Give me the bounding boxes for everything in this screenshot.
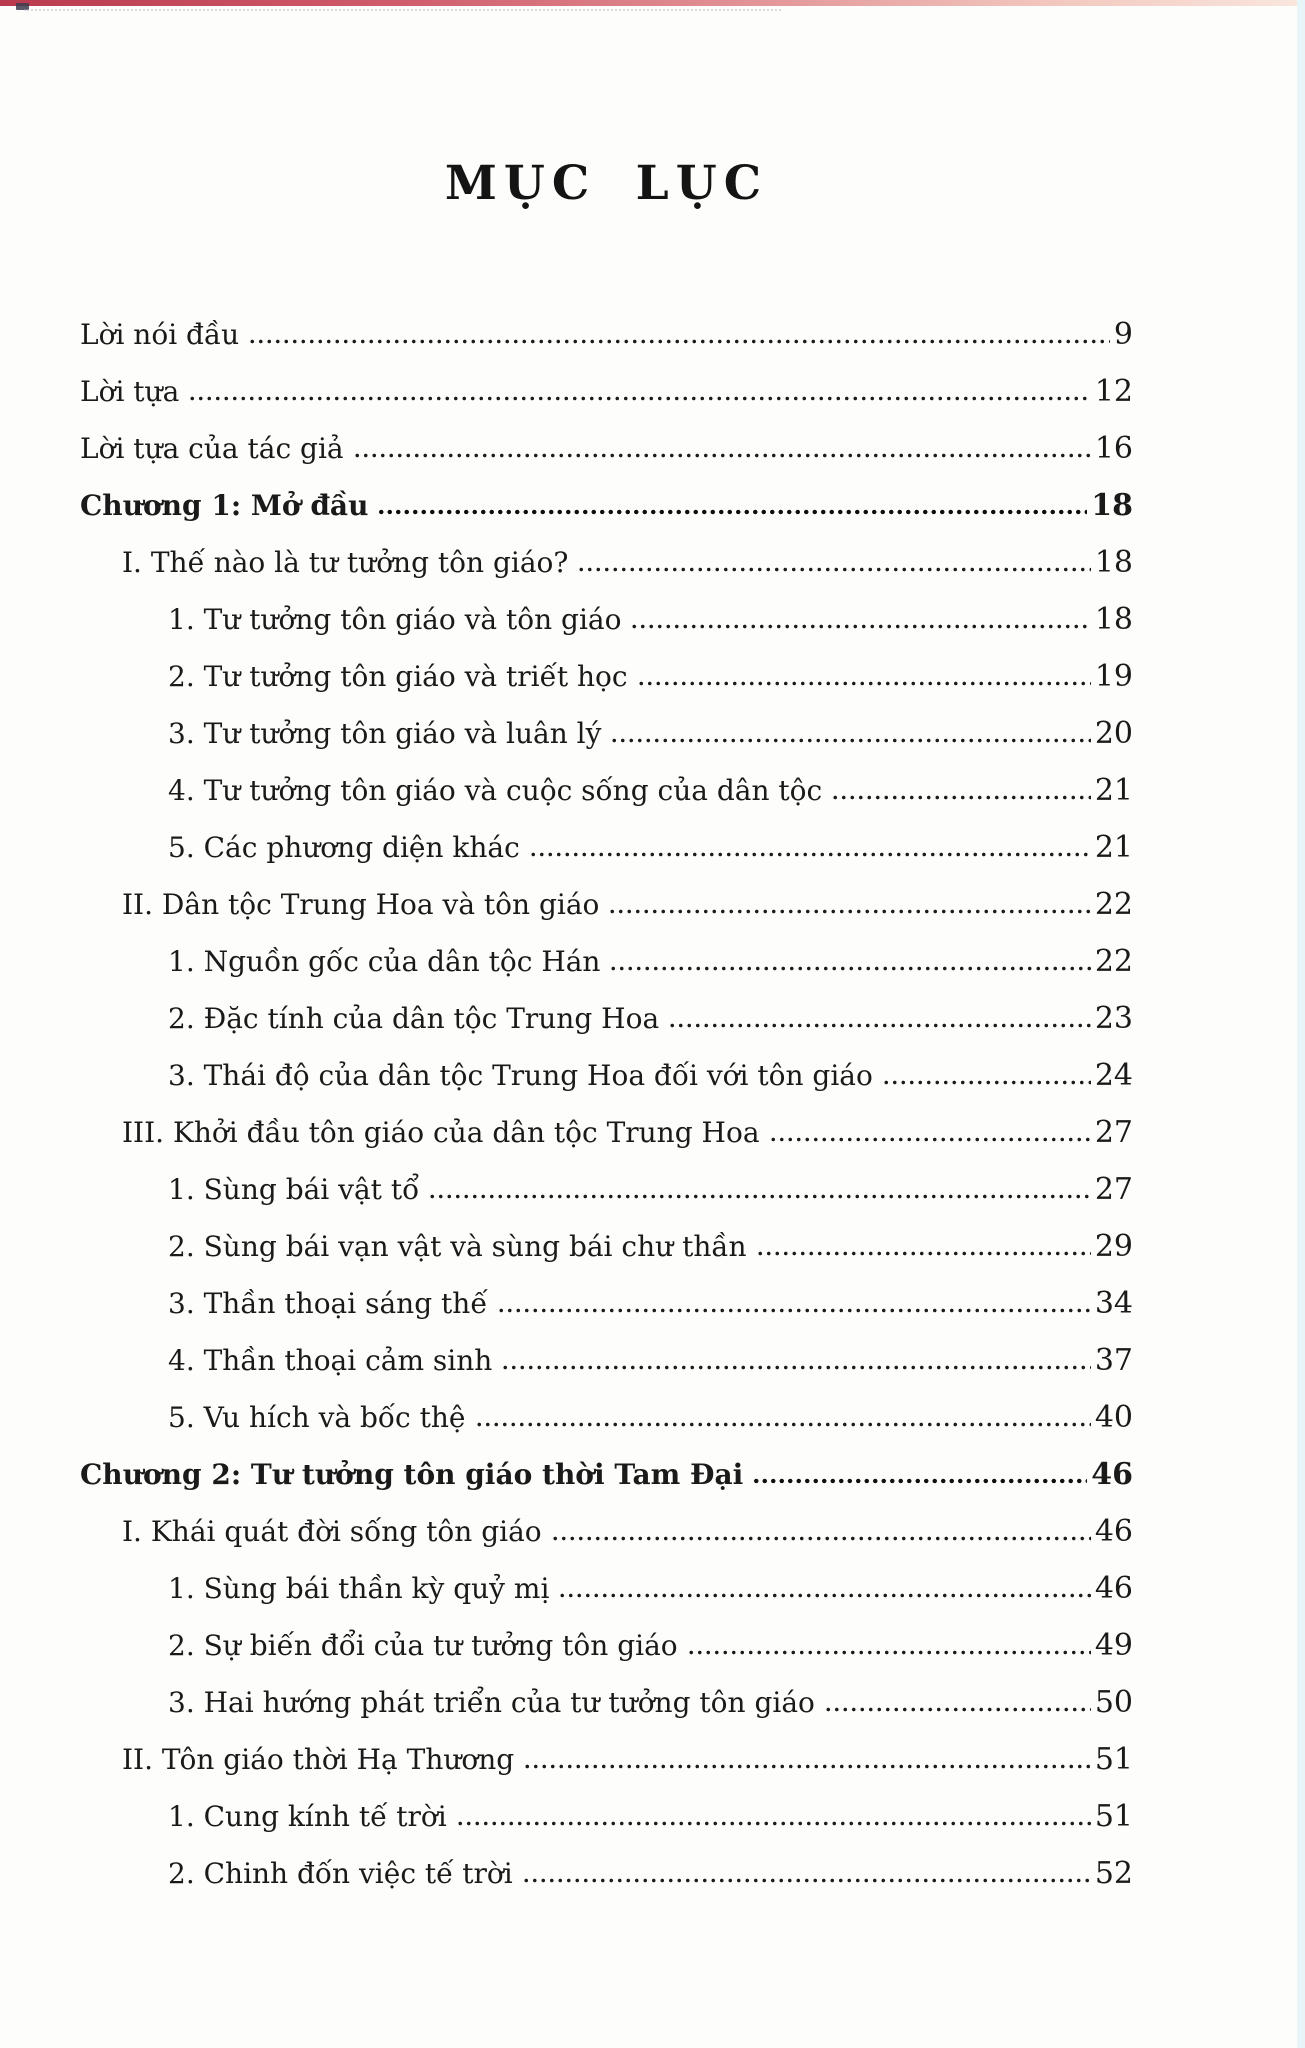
- toc-entry: [80, 1059, 1133, 1092]
- toc-page-number: 40: [1094, 1400, 1133, 1435]
- toc-entry-label: I. Khái quát đời sống tôn giáo: [122, 1515, 542, 1548]
- toc-dot-leader: [610, 738, 1090, 743]
- toc-dot-leader: [630, 624, 1090, 629]
- toc-entry: [80, 1116, 1133, 1149]
- toc-page-number: 18: [1094, 602, 1133, 637]
- toc-dot-leader: [529, 852, 1091, 857]
- toc-entry-label: 3. Thần thoại sáng thế: [168, 1287, 488, 1320]
- toc-entry: [80, 546, 1133, 579]
- toc-dot-leader: [668, 1023, 1091, 1028]
- toc-page-number: 24: [1094, 1058, 1133, 1093]
- toc-page-number: 9: [1113, 317, 1133, 352]
- toc-dot-leader: [248, 339, 1110, 344]
- toc-entry: [80, 717, 1133, 750]
- toc-page-number: 34: [1094, 1286, 1133, 1321]
- toc-entry-label: 1. Cung kính tế trời: [168, 1800, 447, 1833]
- toc-entry: [80, 1287, 1133, 1320]
- toc-page-number: 46: [1094, 1571, 1133, 1606]
- toc-page-number: 21: [1094, 773, 1133, 808]
- toc-dot-leader: [501, 1365, 1090, 1370]
- toc-dot-leader: [522, 1878, 1091, 1883]
- toc-entry: [80, 1401, 1133, 1434]
- toc-list: [80, 318, 1133, 1914]
- toc-page-number: 12: [1094, 374, 1133, 409]
- toc-entry: [80, 1857, 1133, 1890]
- toc-entry: [80, 1743, 1133, 1776]
- toc-dot-leader: [523, 1764, 1091, 1769]
- toc-dot-leader: [497, 1308, 1091, 1313]
- page-title: MỤC LỤC: [444, 156, 769, 211]
- toc-page-number: 16: [1094, 431, 1133, 466]
- toc-entry-label: 5. Vu hích và bốc thệ: [168, 1401, 466, 1434]
- toc-entry-label: 2. Sùng bái vạn vật và sùng bái chư thần: [168, 1230, 747, 1263]
- toc-dot-leader: [558, 1593, 1090, 1598]
- toc-entry: [80, 318, 1133, 351]
- toc-entry: [80, 1629, 1133, 1662]
- toc-page-number: 22: [1094, 887, 1133, 922]
- toc-entry-label: 4. Tư tưởng tôn giáo và cuộc sống của dân tộc: [168, 774, 823, 807]
- toc-entry-label: 5. Các phương diện khác: [168, 831, 520, 864]
- toc-entry: [80, 831, 1133, 864]
- toc-dot-leader: [824, 1707, 1091, 1712]
- scan-right-edge: [1297, 0, 1305, 2048]
- toc-dot-leader: [475, 1422, 1091, 1427]
- toc-entry: [80, 1002, 1133, 1035]
- toc-page-number: 29: [1094, 1229, 1133, 1264]
- toc-entry-label: II. Tôn giáo thời Hạ Thương: [122, 1743, 515, 1776]
- toc-entry-label: II. Dân tộc Trung Hoa và tôn giáo: [122, 888, 600, 921]
- toc-entry-label: 1. Tư tưởng tôn giáo và tôn giáo: [168, 603, 622, 636]
- toc-dot-leader: [353, 453, 1091, 458]
- toc-entry: [80, 774, 1133, 807]
- toc-entry-label: 1. Sùng bái thần kỳ quỷ mị: [168, 1572, 550, 1605]
- toc-page-number: 18: [1094, 545, 1133, 580]
- toc-dot-leader: [188, 396, 1091, 401]
- toc-dot-leader: [831, 795, 1091, 800]
- toc-entry-label: 4. Thần thoại cảm sinh: [168, 1344, 493, 1377]
- toc-entry: [80, 1344, 1133, 1377]
- toc-dot-leader: [769, 1137, 1091, 1142]
- toc-entry: [80, 432, 1133, 465]
- toc-entry-label: Chương 2: Tư tưởng tôn giáo thời Tam Đại: [80, 1458, 744, 1491]
- toc-entry-label: Lời tựa: [80, 375, 180, 408]
- toc-dot-leader: [752, 1478, 1087, 1484]
- toc-dot-leader: [377, 509, 1087, 515]
- toc-dot-leader: [637, 681, 1091, 686]
- toc-entry: [80, 1173, 1133, 1206]
- toc-entry: [80, 945, 1133, 978]
- toc-entry-label: 2. Chinh đốn việc tế trời: [168, 1857, 513, 1890]
- toc-entry: [80, 603, 1133, 636]
- toc-entry: [80, 1515, 1133, 1548]
- toc-page-number: 46: [1091, 1457, 1133, 1492]
- toc-dot-leader: [456, 1821, 1091, 1826]
- toc-dot-leader: [687, 1650, 1091, 1655]
- toc-entry: [80, 1458, 1133, 1491]
- toc-entry: [80, 1686, 1133, 1719]
- toc-page-number: 27: [1094, 1172, 1133, 1207]
- toc-entry-label: 1. Nguồn gốc của dân tộc Hán: [168, 945, 601, 978]
- scan-top-edge: [0, 0, 1305, 6]
- toc-entry-label: Chương 1: Mở đầu: [80, 489, 369, 522]
- toc-page-number: 21: [1094, 830, 1133, 865]
- toc-page-number: 51: [1094, 1799, 1133, 1834]
- toc-page-number: 23: [1094, 1001, 1133, 1036]
- toc-dot-leader: [577, 567, 1090, 572]
- toc-page-number: 19: [1094, 659, 1133, 694]
- toc-entry-label: Lời tựa của tác giả: [80, 432, 344, 465]
- toc-entry-label: 3. Thái độ của dân tộc Trung Hoa đối với tôn giáo: [168, 1059, 873, 1092]
- toc-entry-label: 2. Sự biến đổi của tư tưởng tôn giáo: [168, 1629, 678, 1662]
- toc-page-number: 51: [1094, 1742, 1133, 1777]
- toc-entry: [80, 375, 1133, 408]
- toc-entry: [80, 1572, 1133, 1605]
- toc-page-number: 22: [1094, 944, 1133, 979]
- toc-dot-leader: [609, 966, 1090, 971]
- toc-dot-leader: [608, 909, 1090, 914]
- toc-entry-label: 2. Tư tưởng tôn giáo và triết học: [168, 660, 628, 693]
- toc-page-number: 52: [1094, 1856, 1133, 1891]
- toc-page-number: 20: [1094, 716, 1133, 751]
- toc-dot-leader: [428, 1194, 1091, 1199]
- toc-entry-label: 3. Hai hướng phát triển của tư tưởng tôn giáo: [168, 1686, 815, 1719]
- toc-entry: [80, 660, 1133, 693]
- toc-page-number: 37: [1094, 1343, 1133, 1378]
- toc-entry: [80, 1800, 1133, 1833]
- toc-entry: [80, 489, 1133, 522]
- toc-entry: [80, 888, 1133, 921]
- toc-page-number: 50: [1094, 1685, 1133, 1720]
- toc-page-number: 27: [1094, 1115, 1133, 1150]
- toc-entry-label: III. Khởi đầu tôn giáo của dân tộc Trung Hoa: [122, 1116, 760, 1149]
- scan-faint-line: [24, 9, 781, 11]
- toc-dot-leader: [882, 1080, 1091, 1085]
- toc-page-number: 18: [1091, 488, 1133, 523]
- toc-entry-label: 1. Sùng bái vật tổ: [168, 1173, 420, 1206]
- toc-entry: [80, 1230, 1133, 1263]
- toc-page-number: 46: [1094, 1514, 1133, 1549]
- toc-page-number: 49: [1094, 1628, 1133, 1663]
- toc-entry-label: Lời nói đầu: [80, 318, 240, 351]
- toc-entry-label: 3. Tư tưởng tôn giáo và luân lý: [168, 717, 602, 750]
- toc-dot-leader: [756, 1251, 1091, 1256]
- toc-dot-leader: [551, 1536, 1091, 1541]
- toc-entry-label: I. Thế nào là tư tưởng tôn giáo?: [122, 546, 569, 579]
- toc-entry-label: 2. Đặc tính của dân tộc Trung Hoa: [168, 1002, 660, 1035]
